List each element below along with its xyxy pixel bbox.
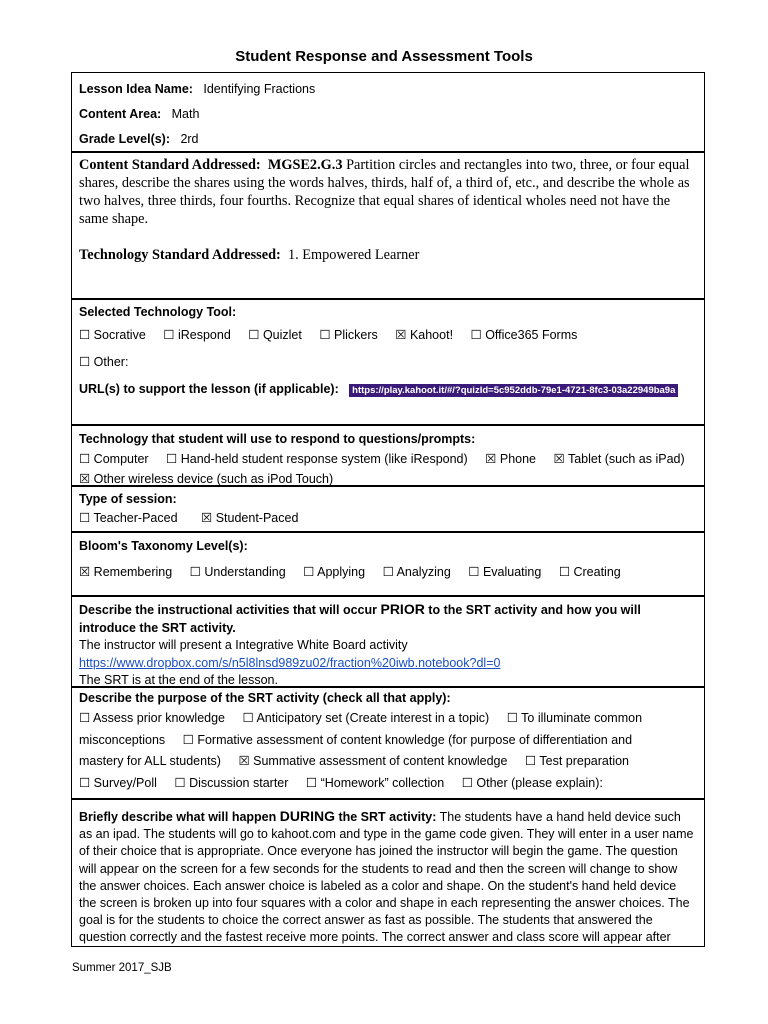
content-area-value: Math — [171, 107, 200, 121]
tool-label: Selected Technology Tool: — [79, 305, 237, 319]
prior-keyword: PRIOR — [380, 601, 425, 617]
purpose-option-discussion[interactable]: ☐ Discussion starter — [174, 775, 289, 790]
bloom-option-evaluating[interactable]: ☐ Evaluating — [468, 565, 542, 579]
during-label-b: the SRT activity: — [334, 810, 437, 824]
selected-tool-section — [71, 299, 705, 425]
purpose-option-assess-prior[interactable]: ☐ Assess prior knowledge — [79, 711, 225, 725]
url-label: URL(s) to support the lesson (if applicable): — [79, 382, 339, 396]
content-area-label: Content Area: — [79, 107, 162, 121]
session-option-teacher-paced[interactable]: ☐ Teacher-Paced — [79, 511, 178, 525]
tool-option-socrative[interactable]: ☐ Socrative — [79, 328, 146, 342]
respond-option-tablet[interactable]: ☒ Tablet (such as iPad) — [553, 452, 685, 466]
grade-level-value: 2rd — [180, 132, 199, 146]
tool-option-plickers[interactable]: ☐ Plickers — [319, 328, 378, 342]
bloom-option-applying[interactable]: ☐ Applying — [303, 565, 366, 579]
page-footer: Summer 2017_SJB — [72, 962, 172, 974]
respond-option-computer[interactable]: ☐ Computer — [79, 452, 149, 466]
session-type-section — [71, 486, 705, 532]
tool-option-other[interactable]: ☐ Other: — [79, 355, 129, 369]
tech-standard-label: Technology Standard Addressed: — [79, 247, 281, 263]
tool-option-quizlet[interactable]: ☐ Quizlet — [248, 328, 302, 342]
purpose-label: Describe the purpose of the SRT activity (check all that apply): — [79, 691, 451, 705]
during-description: The students have a hand held device such as an ipad. The students will go to kahoot.com and type in the game code given. They will enter in a user name of their choice that is appropriate. Once everyone has joined the instructor will begin the game. The question will appear on the screen for a few seconds for the students to read and then the screen will change to show the answer choices. Each answer choice is labeled as a color and shape. On the student's hand held device the screen is broken up into four squares with a color and shape in each representing the answer choices. The goal is for the students to choice the correct answer as fast as possible. The students that answered the question correctly and the fastest receive more points. The correct answer and class score will appear after — [79, 810, 694, 945]
bloom-option-analyzing[interactable]: ☐ Analyzing — [382, 565, 451, 579]
bloom-option-creating[interactable]: ☐ Creating — [558, 565, 621, 579]
tool-option-irespond[interactable]: ☐ iRespond — [163, 328, 231, 342]
purpose-option-homework[interactable]: ☐ “Homework” collection — [305, 775, 445, 790]
bloom-option-understanding[interactable]: ☐ Understanding — [189, 565, 286, 579]
content-standard-text: Partition circles and rectangles into two, three, or four equal shares, describe the shares using the words halves, thirds, half of, a third of, etc., and describe the whole as two halves, three thirds, four fourths. Recognize that equal shares of identical wholes need not have the same shape. — [79, 157, 690, 227]
prior-label-b: to the SRT activity and how you will introduce the SRT activity. — [79, 603, 641, 635]
purpose-option-test-prep[interactable]: ☐ Test preparation — [524, 754, 630, 768]
purpose-text-misconceptions: misconceptions — [79, 732, 166, 747]
session-option-student-paced[interactable]: ☒ Student-Paced — [201, 511, 299, 525]
respond-label: Technology that student will use to respond to questions/prompts: — [79, 432, 476, 446]
kahoot-url-link[interactable]: https://play.kahoot.it/#/?quizId=5c952ddb-79e1-4721-8fc3-03a22949ba9a — [349, 384, 678, 397]
standards-section — [71, 152, 705, 299]
prior-label-a: Describe the instructional activities that will occur — [79, 603, 381, 617]
lesson-name-label: Lesson Idea Name: — [79, 82, 193, 96]
prior-activities-section — [71, 596, 705, 687]
purpose-option-formative[interactable]: ☐ Formative assessment of content knowledge (for purpose of differentiation and — [182, 732, 633, 747]
purpose-option-anticipatory[interactable]: ☐ Anticipatory set (Create interest in a topic) — [242, 711, 490, 725]
respond-option-phone[interactable]: ☒ Phone — [485, 452, 536, 466]
tech-standard-value: 1. Empowered Learner — [287, 247, 420, 263]
purpose-text-mastery: mastery for ALL students) — [79, 754, 221, 768]
purpose-option-survey[interactable]: ☐ Survey/Poll — [79, 775, 157, 790]
dropbox-link[interactable]: https://www.dropbox.com/s/n5l8lnsd989zu02/fraction%20iwb.notebook?dl=0 — [79, 655, 501, 670]
lesson-name-value: Identifying Fractions — [203, 82, 316, 96]
bloom-section — [71, 532, 705, 596]
respond-tech-section — [71, 425, 705, 486]
grade-level-label: Grade Level(s): — [79, 132, 171, 146]
content-standard-code: MGSE2.G.3 — [267, 157, 343, 173]
page-title: Student Response and Assessment Tools — [235, 48, 533, 65]
respond-option-handheld[interactable]: ☐ Hand-held student response system (like iRespond) — [166, 452, 468, 466]
purpose-option-illuminate[interactable]: ☐ To illuminate common — [506, 711, 643, 725]
prior-line-1: The instructor will present a Integrative White Board activity — [79, 638, 408, 652]
purpose-option-summative[interactable]: ☒ Summative assessment of content knowledge — [238, 754, 508, 768]
during-label-a: Briefly describe what will happen — [79, 810, 280, 824]
session-label: Type of session: — [79, 492, 177, 506]
purpose-option-other[interactable]: ☐ Other (please explain): — [461, 775, 603, 790]
content-standard-label: Content Standard Addressed: — [79, 157, 261, 173]
tool-option-kahoot[interactable]: ☒ Kahoot! — [395, 328, 454, 342]
during-activity-section — [71, 799, 705, 947]
respond-option-other[interactable]: ☒ Other wireless device (such as iPod Touch) — [79, 472, 334, 486]
tool-option-office365[interactable]: ☐ Office365 Forms — [470, 328, 578, 342]
lesson-info-section — [71, 72, 705, 152]
during-keyword: DURING — [279, 808, 335, 824]
prior-line-3: The SRT is at the end of the lesson. — [79, 673, 278, 687]
bloom-option-remembering[interactable]: ☒ Remembering — [79, 565, 173, 579]
purpose-section — [71, 687, 705, 799]
bloom-label: Bloom's Taxonomy Level(s): — [79, 539, 248, 553]
